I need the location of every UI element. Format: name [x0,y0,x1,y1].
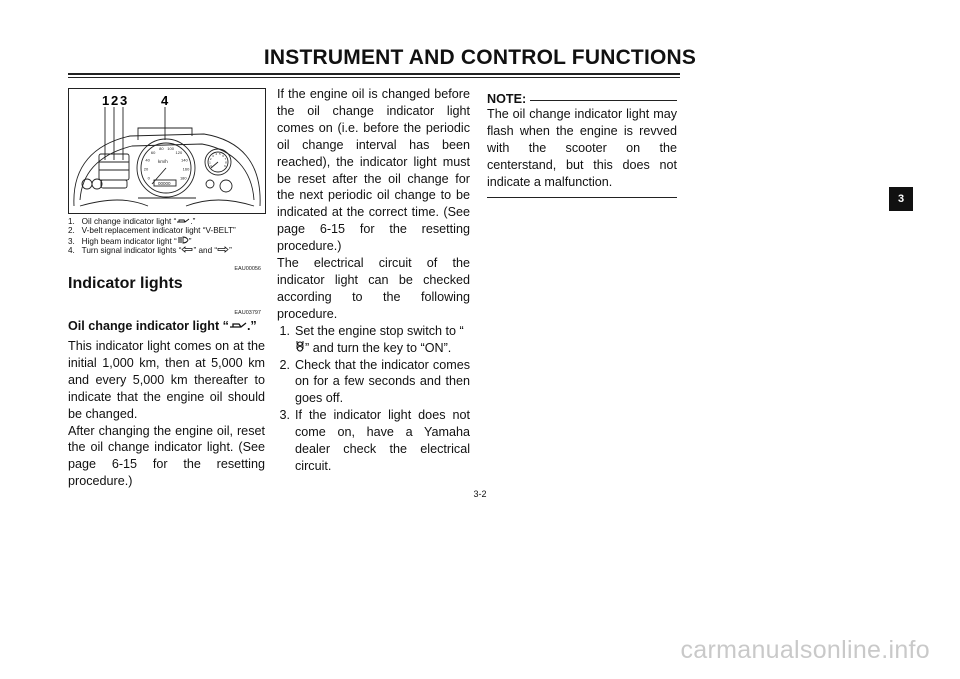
subsection-code: EAU03797 [234,310,261,316]
note-label: NOTE: [487,92,527,106]
caption-item-4: 4. Turn signal indicator lights “ ” and “ ” [68,245,232,255]
figure-caption [68,217,268,255]
dial-tick-label: 100 [167,145,174,151]
dial-tick-label: 120 [175,150,183,155]
list-item: 2. Check that the indicator comes on for a few seconds and then goes off. [279,357,470,406]
header-rule [68,73,680,75]
dial-tick-label: 20 [143,166,149,172]
section-title: Indicator lights [68,275,183,292]
subsection-title: Oil change indicator light “ .” [68,319,257,333]
paragraph: This indicator light comes on at the initial 1,000 km, then at 5,000 km and every 5,000 km thereafter to indicate that the engine oil should be changed. [68,339,265,421]
speedo-unit: km/h [158,159,168,164]
dial-tick-label: 7 [224,156,227,161]
list-item: 1. Set the engine stop switch to “” and turn the key to “ON”. [279,323,464,355]
caption-item-3: 3. High beam indicator light “ ” [68,236,192,246]
dial-tick-label: 8 [225,160,227,165]
chapter-tab: 3 [889,187,913,211]
page-header-title: INSTRUMENT AND CONTROL FUNCTIONS [263,46,697,69]
dial-tick-label: 4 [215,152,218,157]
odometer-readout: 00000 [158,181,171,186]
turn-right-icon [217,246,229,253]
column-2-body [277,86,470,475]
dial-tick-label: 0 [210,164,212,168]
dial-tick-label: 9 [224,164,226,168]
dial-tick-label: 0 [147,175,150,181]
dial-tick-label: 140 [181,157,188,163]
caption-item-1: 1. Oil change indicator light “ .” [68,217,196,226]
dial-tick-label: 5 [218,152,221,157]
paragraph: The electrical circuit of the indicator light can be checked according to the following procedure. [277,256,470,321]
dial-tick-label: 1 [209,160,211,165]
section-code: EAU00056 [234,266,261,272]
dial-tick-label: 6 [222,153,224,158]
turn-left-icon [181,246,193,253]
note-header [487,92,677,106]
watermark: carmanualsonline.info [680,636,930,664]
oil-can-icon [229,320,247,330]
dial-tick-label: 3 [212,153,214,158]
oil-can-icon [176,217,190,224]
instrument-panel-figure [68,88,266,214]
note-text: The oil change indicator light may flash when the engine is revved with the scooter on the centerstand, but this does not indicate a malfunction. [487,107,677,189]
note-box [487,92,677,198]
paragraph: If the engine oil is changed before the oil change indicator light comes on (i.e. before the periodic oil change interval has been reached), the indicator light must be reset after the oil change for the next periodic oil change to be indicated at the correct time. (See page 6-15 for the resetting procedure.) [277,87,470,254]
callout-1: 1 [102,93,110,108]
caption-item-2: 2. V-belt replacement indicator light “V-BELT” [68,226,236,236]
page-number: 3-2 [473,489,487,499]
dial-tick-label: 80 [159,145,164,151]
dial-tick-label: 60 [150,150,156,155]
high-beam-icon [177,236,189,244]
header-rule-thin [68,77,680,78]
callout-4: 4 [161,93,169,108]
engine-stop-switch-icon [295,341,305,352]
note-rule [487,197,677,198]
dial-tick-label: 40 [145,157,150,163]
dial-tick-label: 160 [182,166,190,172]
callout-2: 2 [111,93,119,108]
paragraph: After changing the engine oil, reset the oil change indicator light. (See page 6-15 for the resetting procedure.) [68,423,265,489]
callout-3: 3 [120,93,128,108]
column-1-body [68,338,265,490]
dial-tick-label: 2 [209,156,212,161]
dial-tick-label: 180 [179,175,187,181]
list-item: 3. If the indicator light does not come on, have a Yamaha dealer check the electrical circuit. [279,408,470,473]
